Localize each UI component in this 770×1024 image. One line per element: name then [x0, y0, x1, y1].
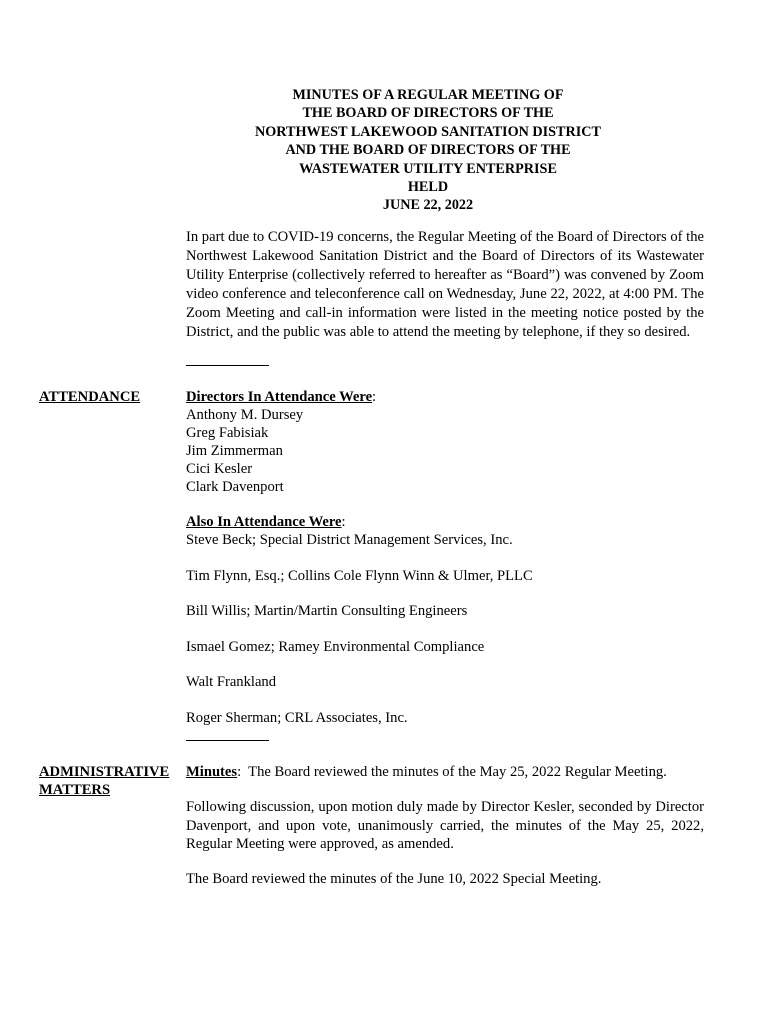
minutes-text: The Board reviewed the minutes of the May 25, 2022 Regular Meeting.	[248, 764, 667, 780]
director-name: Jim Zimmerman	[186, 443, 283, 459]
administrative-matters-label: ADMINISTRATIVE MATTERS	[39, 764, 170, 798]
minutes-heading: Minutes	[186, 764, 238, 780]
title-line: THE BOARD OF DIRECTORS OF THE	[302, 105, 554, 122]
attendee-entry: Roger Sherman; CRL Associates, Inc.	[186, 710, 408, 726]
section-divider	[186, 365, 704, 366]
section-divider	[186, 740, 704, 741]
title-line: NORTHWEST LAKEWOOD SANITATION DISTRICT	[255, 123, 601, 140]
intro-paragraph: In part due to COVID-19 concerns, the Regular Meeting of the Board of Directors of the Northwest Lakewood Sanitation District and the Board of Directors of its Wastewater Utility Enterprise (collectively referred to hereafter as “Board”) was convened by Zoom video conference and teleconference call on Wednesday, June 22, 2022, at 4:00 PM. The Zoom Meeting and call-in information were listed in the meeting notice posted by the District, and the public was able to attend the meeting by telephone, if they so desired.	[186, 229, 704, 340]
attendance-section	[186, 388, 704, 496]
director-name: Greg Fabisiak	[186, 425, 269, 441]
directors-heading-line: Directors In Attendance Were:	[186, 389, 377, 405]
attendance-label: ATTENDANCE	[39, 389, 141, 405]
attendee-entry: Bill Willis; Martin/Martin Consulting Engineers	[186, 603, 468, 619]
title-line: MINUTES OF A REGULAR MEETING OF	[292, 87, 564, 103]
special-meeting-paragraph: The Board reviewed the minutes of the June 10, 2022 Special Meeting.	[186, 871, 602, 887]
title-line: JUNE 22, 2022	[382, 197, 474, 214]
also-attendance-section	[186, 513, 704, 549]
minutes-approval-paragraph: Following discussion, upon motion duly made by Director Kesler, seconded by Director Davenport, and upon vote, unanimously carried, the minutes of the May 25, 2022, Regular Meeting were approved, as amended.	[186, 799, 704, 852]
title-line: AND THE BOARD OF DIRECTORS OF THE	[285, 142, 571, 159]
director-name: Anthony M. Dursey	[186, 407, 304, 423]
attendee-entry: Tim Flynn, Esq.; Collins Cole Flynn Winn & Ulmer, PLLC	[186, 568, 533, 584]
attendee-entry: Steve Beck; Special District Management Services, Inc.	[186, 532, 513, 548]
title-line: WASTEWATER UTILITY ENTERPRISE	[299, 160, 557, 177]
director-name: Cici Kesler	[186, 461, 253, 477]
document-title	[90, 86, 766, 215]
director-name: Clark Davenport	[186, 479, 284, 495]
title-line: HELD	[407, 179, 449, 196]
attendee-entry: Walt Frankland	[186, 674, 277, 690]
directors-heading: Directors In Attendance Were	[186, 389, 373, 405]
minutes-line: Minutes: The Board reviewed the minutes of the May 25, 2022 Regular Meeting.	[186, 764, 667, 780]
also-heading-line: Also In Attendance Were:	[186, 514, 346, 530]
attendee-entry: Ismael Gomez; Ramey Environmental Compliance	[186, 639, 485, 655]
also-heading: Also In Attendance Were	[186, 514, 342, 530]
